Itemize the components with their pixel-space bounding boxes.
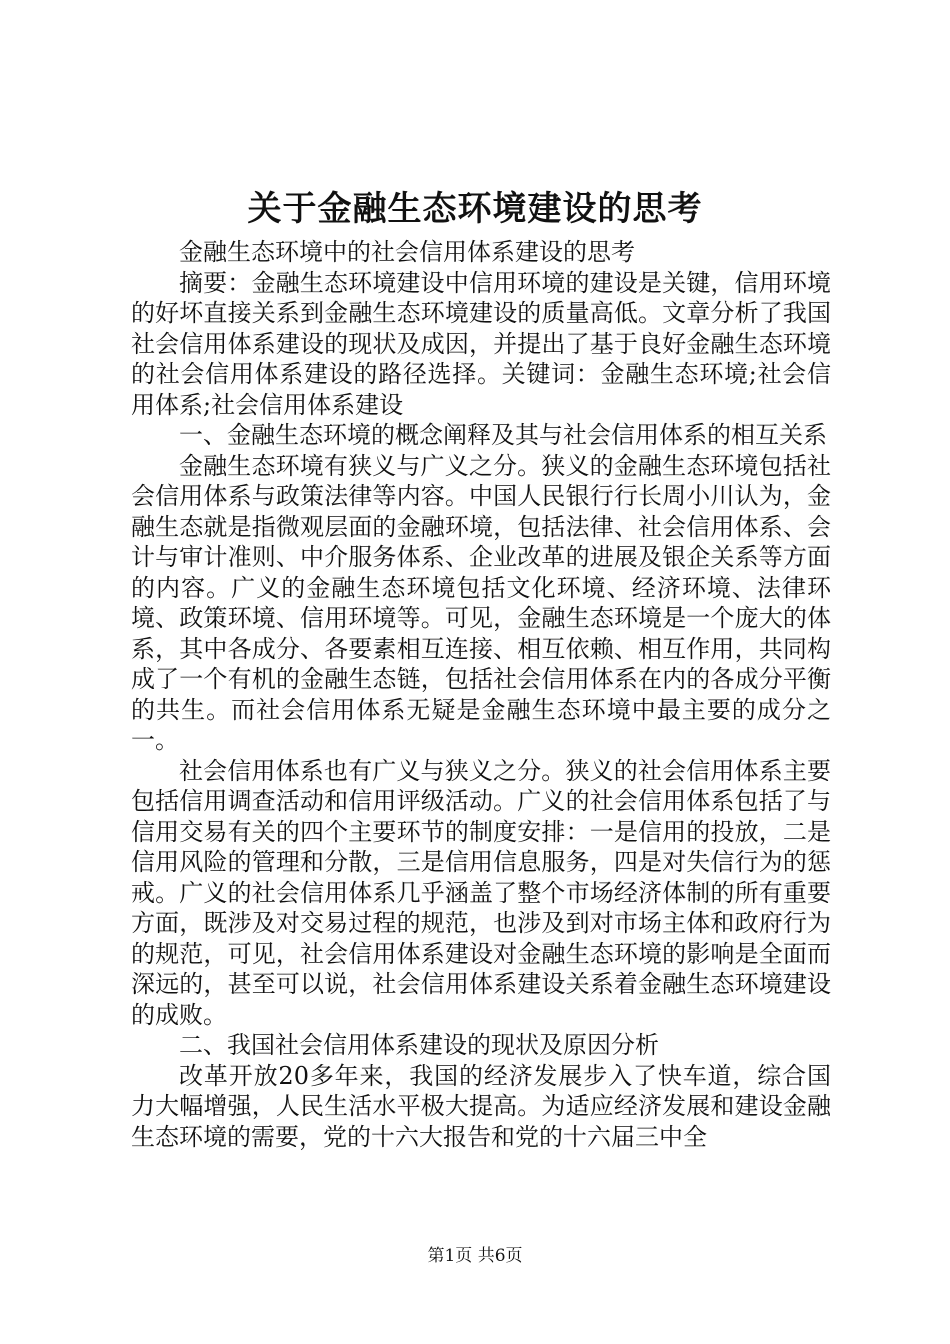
paragraph: 社会信用体系也有广义与狭义之分。狭义的社会信用体系主要包括信用调查活动和信用评级活动。广义的社会信用体系包括了与信用交易有关的四个主要环节的制度安排：一是信用的投放，二是信用风险的管理和分散，三是信用信息服务，四是对失信行为的惩戒。广义的社会信用体系几乎涵盖了整个市场经济体制的所有重要方面，既涉及对交易过程的规范，也涉及到对市场主体和政府行为的规范，可见，社会信用体系建设对金融生态环境的影响是全面而深远的，甚至可以说，社会信用体系建设关系着金融生态环境建设的成败。 [131, 756, 831, 1029]
page-number-footer: 第1页 共6页 [427, 1246, 523, 1266]
paragraph: 改革开放20多年来，我国的经济发展步入了快车道，综合国力大幅增强，人民生活水平极大提高。为适应经济发展和建设金融生态环境的需要，党的十六大报告和党的十六届三中全 [131, 1061, 831, 1151]
paragraph: 金融生态环境有狭义与广义之分。狭义的金融生态环境包括社会信用体系与政策法律等内容。中国人民银行行长周小川认为，金融生态就是指微观层面的金融环境，包括法律、社会信用体系、会计与审计准则、中介服务体系、企业改革的进展及银企关系等方面的内容。广义的金融生态环境包括文化环境、经济环境、法律环境、政策环境、信用环境等。可见，金融生态环境是一个庞大的体系，其中各成分、各要素相互连接、相互依赖、相互作用，共同构成了一个有机的金融生态链，包括社会信用体系在内的各成分平衡的共生。而社会信用体系无疑是金融生态环境中最主要的成分之一。 [131, 451, 831, 754]
section-heading-1: 一、金融生态环境的概念阐释及其与社会信用体系的相互关系 [179, 421, 827, 449]
document-body [131, 237, 831, 1152]
paragraph-subtitle: 金融生态环境中的社会信用体系建设的思考 [179, 238, 635, 266]
section-heading-2: 二、我国社会信用体系建设的现状及原因分析 [179, 1031, 659, 1059]
paragraph-abstract: 摘要：金融生态环境建设中信用环境的建设是关键，信用环境的好坏直接关系到金融生态环境建设的质量高低。文章分析了我国社会信用体系建设的现状及成因，并提出了基于良好金融生态环境的社会信用体系建设的路径选择。关键词：金融生态环境;社会信用体系;社会信用体系建设 [131, 268, 831, 419]
document-title: 关于金融生态环境建设的思考 [247, 189, 703, 229]
